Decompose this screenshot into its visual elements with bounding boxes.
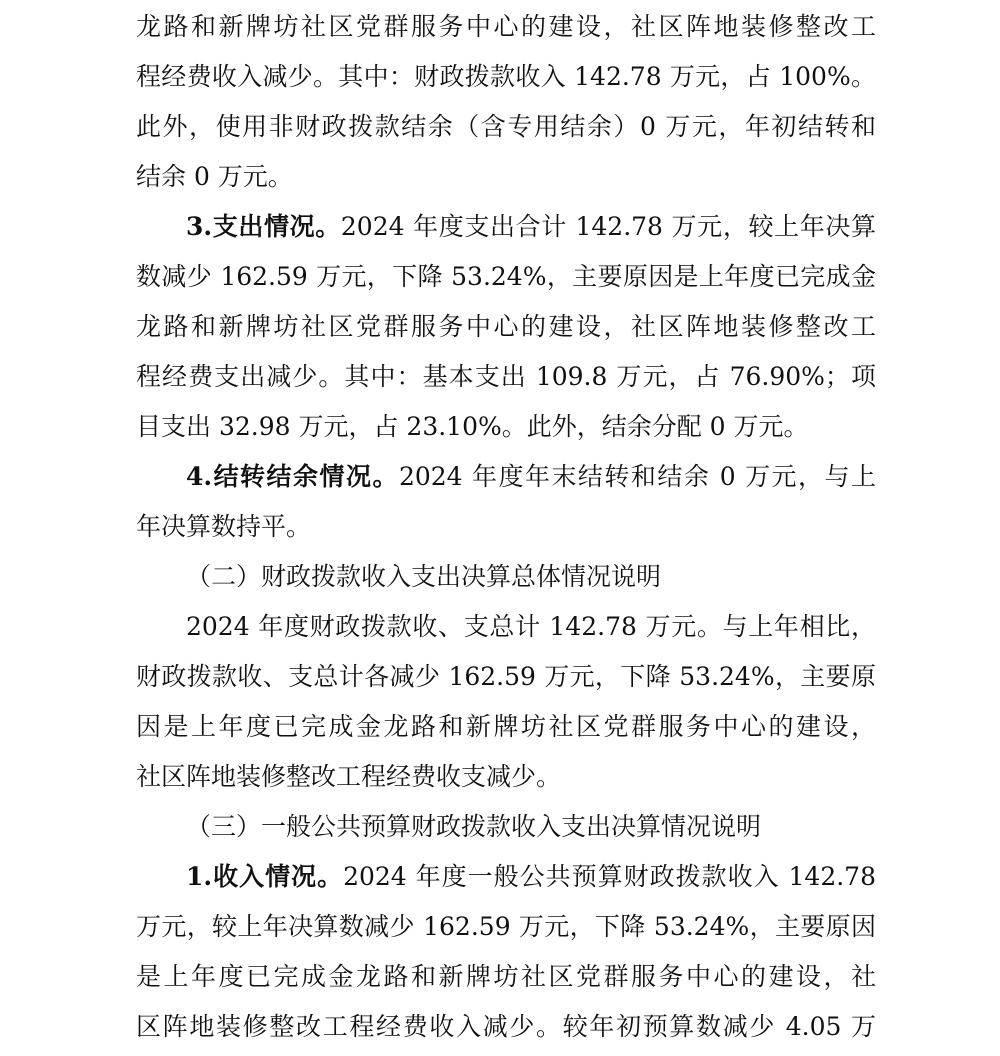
- paragraph-line: 程经费收入减少。其中：财政拨款收入 142.78 万元，占 100%。: [136, 62, 876, 91]
- section-heading-line: 3.支出情况。2024 年度支出合计 142.78 万元，较上年决算: [186, 212, 876, 241]
- paragraph-line: 年决算数持平。: [136, 512, 312, 541]
- paragraph-line: 龙路和新牌坊社区党群服务中心的建设，社区阵地装修整改工: [136, 12, 876, 41]
- section-heading: 1.收入情况。: [186, 862, 344, 891]
- subsection-title: （二）财政拨款收入支出决算总体情况说明: [186, 562, 662, 591]
- paragraph-line: 是上年度已完成金龙路和新牌坊社区党群服务中心的建设，社: [136, 962, 876, 991]
- paragraph-line: 程经费支出减少。其中：基本支出 109.8 万元，占 76.90%；项: [136, 362, 876, 391]
- paragraph-line: 2024 年度财政拨款收、支总计 142.78 万元。与上年相比，: [186, 612, 876, 641]
- paragraph-line: 此外，使用非财政拨款结余（含专用结余）0 万元，年初结转和: [136, 112, 876, 141]
- paragraph-line: 社区阵地装修整改工程经费收支减少。: [136, 762, 562, 791]
- paragraph-line: 目支出 32.98 万元，占 23.10%。此外，结余分配 0 万元。: [136, 412, 809, 441]
- paragraph-line: 万元，较上年决算数减少 162.59 万元，下降 53.24%，主要原因: [136, 912, 876, 941]
- section-heading: 3.支出情况。: [186, 212, 341, 241]
- paragraph-line: 结余 0 万元。: [136, 162, 293, 191]
- subsection-title: （三）一般公共预算财政拨款收入支出决算情况说明: [186, 812, 762, 841]
- section-heading: 4.结转结余情况。: [186, 462, 399, 491]
- section-heading-line: 1.收入情况。2024 年度一般公共预算财政拨款收入 142.78: [186, 862, 876, 891]
- paragraph-line: 因是上年度已完成金龙路和新牌坊社区党群服务中心的建设，: [136, 712, 876, 741]
- paragraph-line: 龙路和新牌坊社区党群服务中心的建设，社区阵地装修整改工: [136, 312, 876, 341]
- paragraph-line: 财政拨款收、支总计各减少 162.59 万元，下降 53.24%，主要原: [136, 662, 876, 691]
- paragraph-line: 区阵地装修整改工程经费收入减少。较年初预算数减少 4.05 万: [136, 1012, 876, 1041]
- paragraph-line: 数减少 162.59 万元，下降 53.24%，主要原因是上年度已完成金: [136, 262, 876, 291]
- section-heading-line: 4.结转结余情况。2024 年度年末结转和结余 0 万元，与上: [186, 462, 877, 491]
